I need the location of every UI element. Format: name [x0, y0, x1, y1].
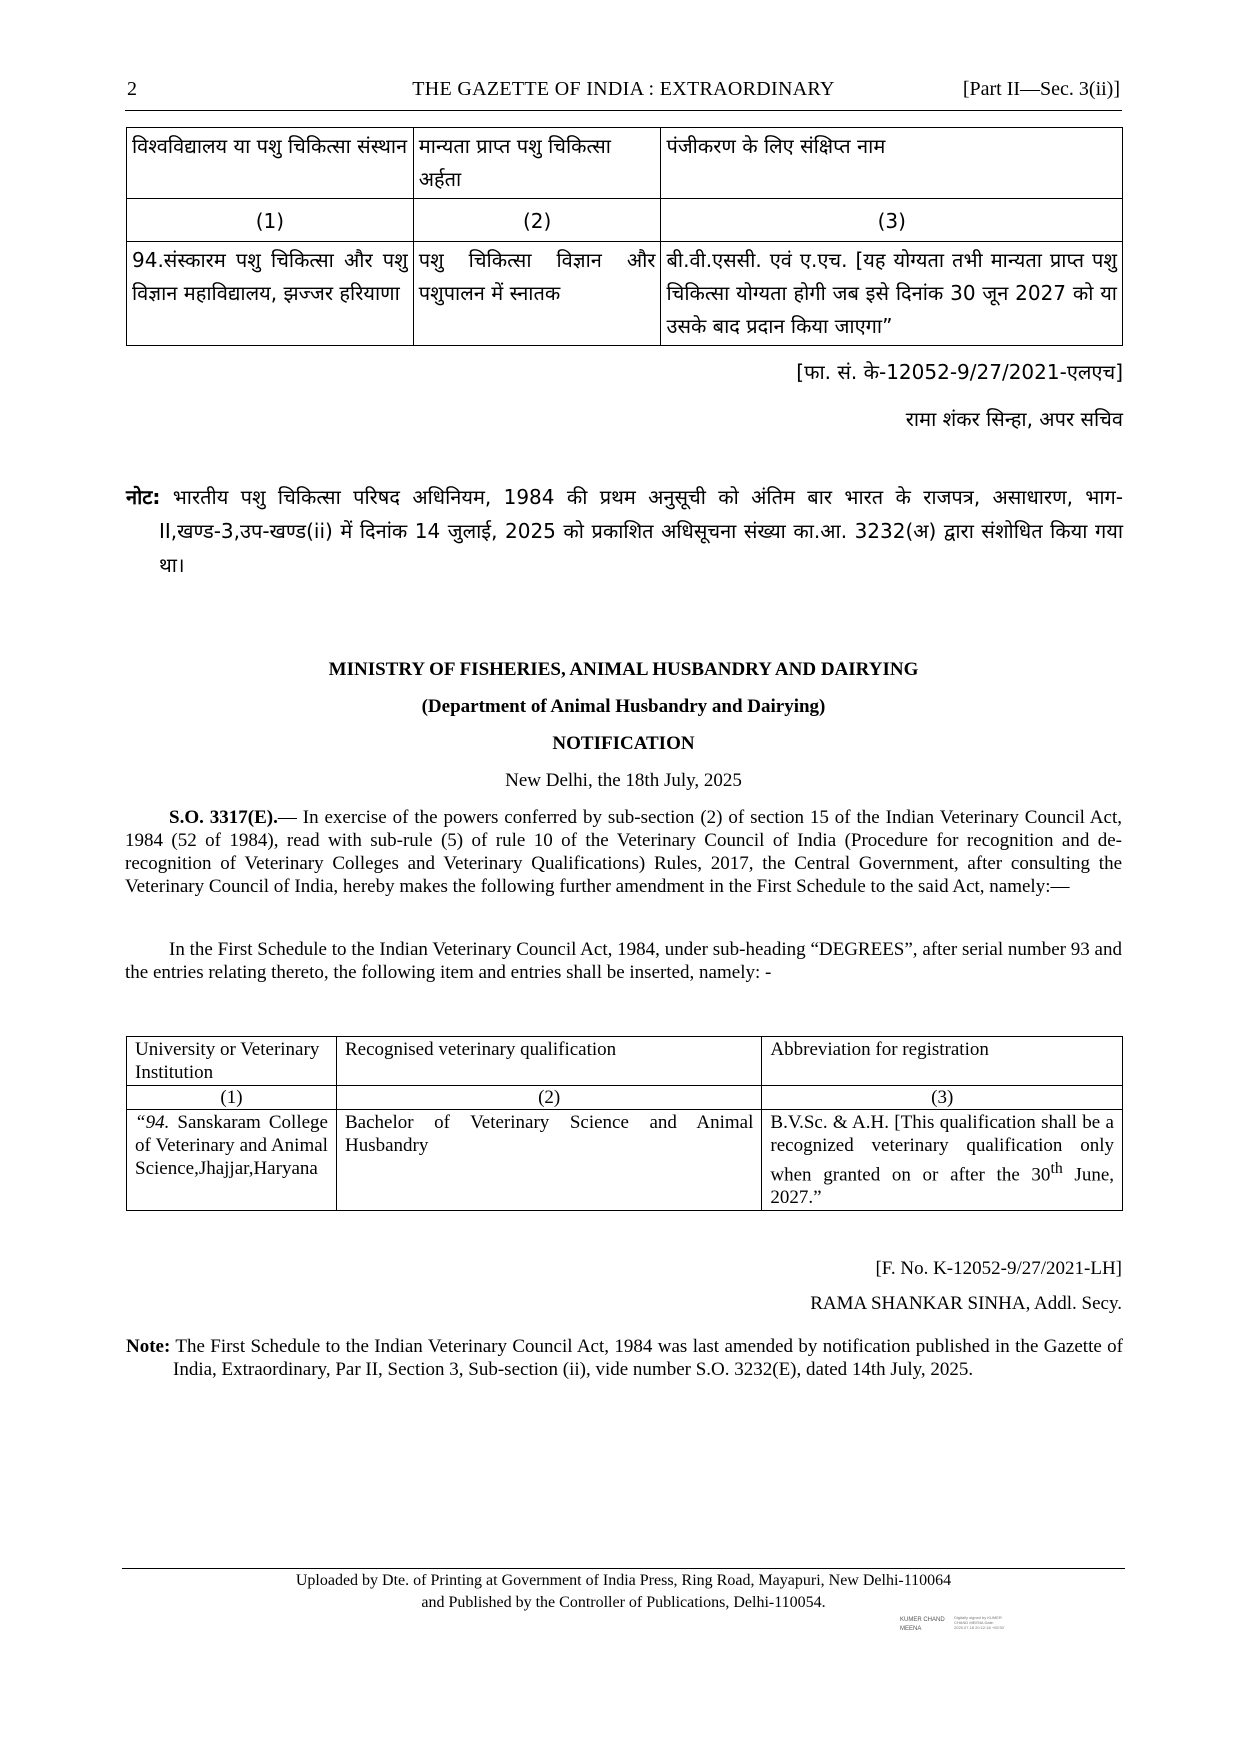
- signature-details: Digitally signed by KUMER CHAND MEENA Date: 2025.07.18 20:12:18 +05'30': [954, 1615, 1005, 1630]
- hindi-note-text: भारतीय पशु चिकित्सा परिषद अधिनियम, 1984 की प्रथम अनुसूची को अंतिम बार भारत के राजपत्र, असाधारण, भाग-II,खण्ड-3,उप-खण्ड(ii) में दिनांक 14 जुलाई, 2025 को प्रकाशित अधिसूचना संख्या का.आ. 3232(अ) द्वारा संशोधित किया गया था।: [159, 485, 1124, 577]
- notification-paragraph-2: In the First Schedule to the Indian Veterinary Council Act, 1984, under sub-heading “DEGREES”, after serial number 93 and the entries relating thereto, the following item and entries shall be inserted, namely: -: [125, 939, 1122, 983]
- column-number: (1): [127, 199, 414, 242]
- abbreviation-date: June, 2027.”: [770, 1164, 1115, 1209]
- english-signatory: RAMA SHANKAR SINHA, Addl. Secy.: [810, 1293, 1122, 1314]
- english-note-text: The First Schedule to the Indian Veterinary Council Act, 1984 was last amended by notification published in the Gazette of India, Extraordinary, Par II, Section 3, Sub-section (ii), vide number S.O. 3232(E), dated 14th July, 2025.: [170, 1336, 1123, 1380]
- hindi-file-number: [फा. सं. के-12052-9/27/2021-एलएच]: [796, 360, 1123, 384]
- table-row: [127, 1110, 1123, 1211]
- hindi-note: [126, 480, 1123, 582]
- notification-paragraph-1: [125, 806, 1122, 898]
- table-header-cell: Abbreviation for registration: [762, 1037, 1123, 1086]
- qualification-cell: Bachelor of Veterinary Science and Animal Husbandry: [336, 1110, 761, 1211]
- so-number: S.O. 3317(E).: [169, 807, 278, 828]
- english-note: [126, 1335, 1123, 1381]
- table-header-row: [127, 1037, 1123, 1086]
- table-header-row: [127, 128, 1123, 199]
- table-header-cell: पंजीकरण के लिए संक्षिप्त नाम: [661, 128, 1123, 199]
- institution-cell: [127, 1110, 337, 1211]
- english-file-number: [F. No. K-12052-9/27/2021-LH]: [875, 1258, 1122, 1279]
- gazette-part: [Part II—Sec. 3(ii)]: [962, 78, 1120, 100]
- column-number: (2): [336, 1086, 761, 1110]
- page-number: 2: [127, 78, 137, 100]
- column-number: (3): [661, 199, 1123, 242]
- notification-heading: NOTIFICATION: [552, 733, 695, 754]
- signer-name: KUMER CHAND MEENA: [900, 1617, 945, 1632]
- table-header-cell: विश्वविद्यालय या पशु चिकित्सा संस्थान: [127, 128, 414, 199]
- english-amendment-table: [126, 1036, 1123, 1211]
- column-number: (1): [127, 1086, 337, 1110]
- column-number: (3): [762, 1086, 1123, 1110]
- institution-name: Sanskaram College of Veterinary and Animal Science,Jhajjar,Haryana: [135, 1112, 328, 1179]
- page-header: [125, 78, 1122, 111]
- ministry-heading: MINISTRY OF FISHERIES, ANIMAL HUSBANDRY AND DAIRYING: [328, 659, 919, 680]
- column-number: (2): [413, 199, 661, 242]
- table-row: [127, 242, 1123, 346]
- ordinal-suffix: th: [1050, 1160, 1063, 1177]
- hindi-amendment-table: [126, 127, 1123, 346]
- abbreviation-text: B.V.Sc. & A.H. [This qualification shall be a recognized veterinary qualification only when granted on or after the 30: [770, 1112, 1114, 1186]
- paragraph-1-text: — In exercise of the powers conferred by sub-section (2) of section 15 of the Indian Veterinary Council Act, 1984 (52 of 1984), read with sub-rule (5) of rule 10 of the Veterinary Council of India (Procedure for recognition and de-recognition of Veterinary Colleges and Veterinary Qualifications) Rules, 2017, the Central Government, after consulting the Veterinary Council of India, hereby makes the following further amendment in the First Schedule to the said Act, namely:—: [125, 807, 1122, 897]
- qualification-cell: पशु चिकित्सा विज्ञान और पशुपालन में स्नातक: [413, 242, 661, 346]
- hindi-signatory: रामा शंकर सिन्हा, अपर सचिव: [905, 407, 1123, 431]
- abbreviation-cell: [762, 1110, 1123, 1211]
- footer-divider: [122, 1568, 1125, 1569]
- hindi-note-label: नोट:: [126, 485, 161, 509]
- english-note-label: Note:: [126, 1336, 171, 1357]
- department-heading: (Department of Animal Husbandry and Dairying): [421, 696, 826, 717]
- serial-number: “94.: [135, 1112, 170, 1133]
- table-number-row: [127, 1086, 1123, 1110]
- table-header-cell: University or Veterinary Institution: [127, 1037, 337, 1086]
- digital-signature: [900, 1614, 1010, 1640]
- institution-cell: 94.संस्कारम पशु चिकित्सा और पशु विज्ञान महाविद्यालय, झज्जर हरियाणा: [127, 242, 414, 346]
- footer-line-2: and Published by the Controller of Publications, Delhi-110054.: [421, 1594, 826, 1611]
- table-header-cell: Recognised veterinary qualification: [336, 1037, 761, 1086]
- dateline: New Delhi, the 18th July, 2025: [505, 770, 742, 791]
- gazette-title: THE GAZETTE OF INDIA : EXTRAORDINARY: [412, 78, 835, 100]
- table-number-row: [127, 199, 1123, 242]
- abbreviation-cell: बी.वी.एससी. एवं ए.एच. [यह योग्यता तभी मान्यता प्राप्त पशु चिकित्सा योग्यता होगी जब इसे दिनांक 30 जून 2027 को या उसके बाद प्रदान किया जाएगा”: [661, 242, 1123, 346]
- table-header-cell: मान्यता प्राप्त पशु चिकित्सा अर्हता: [413, 128, 661, 199]
- footer-line-1: Uploaded by Dte. of Printing at Government of India Press, Ring Road, Mayapuri, New Delhi-110064: [295, 1572, 952, 1589]
